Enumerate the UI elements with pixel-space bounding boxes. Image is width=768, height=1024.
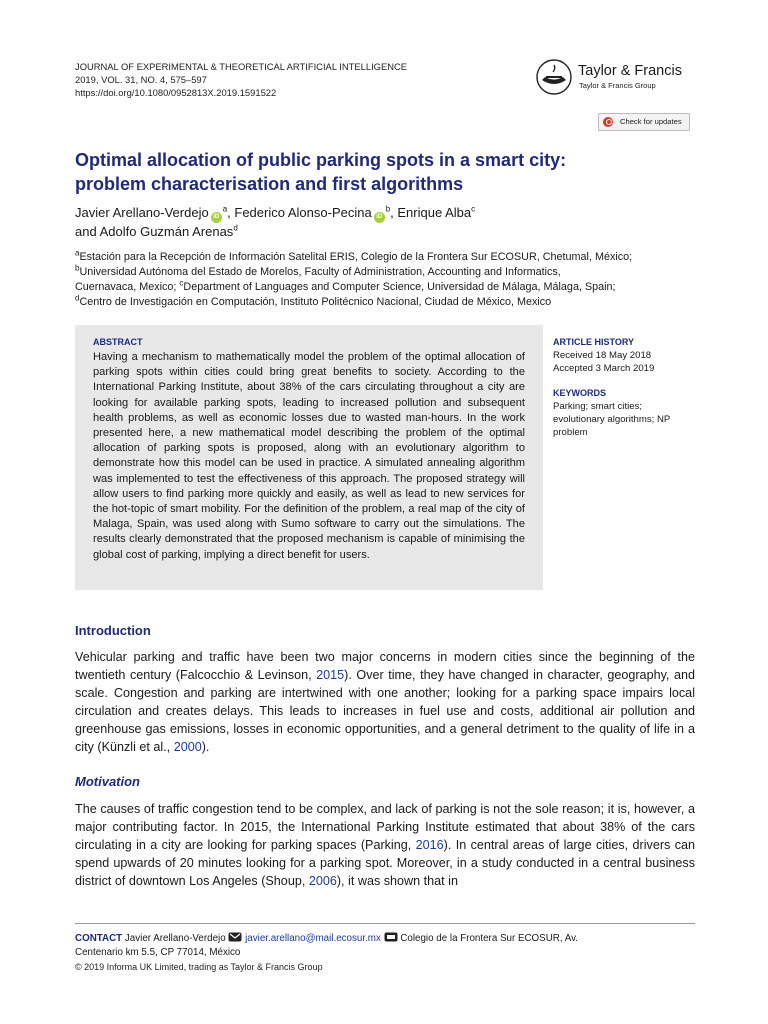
citation-link[interactable]: 2015	[316, 668, 345, 683]
paragraph-text: ). Over time, they have changed in character, geography, and scale. Congestion and parking are intertwined with one another; looking for a parking space impairs local circulation and creates delays. This leads to increases in fuel use and costs, additional air pollution and greenhouse gas emissions, losses in economic opportunities, and a general detriment to the quality of life in a city (Künzli et al.,	[75, 668, 695, 755]
article-history-heading: ARTICLE HISTORY	[553, 337, 635, 347]
citation-link[interactable]: 2006	[308, 874, 337, 889]
accepted-date: Accepted 3 March 2019	[553, 362, 655, 374]
orcid-icon[interactable]: iD	[211, 212, 222, 223]
contact-address-line-2: Centenario km 5.5, CP 77014, México	[75, 947, 241, 958]
affiliation-mark: b	[75, 263, 80, 273]
keywords-heading: KEYWORDS	[553, 388, 607, 398]
abstract-text: Having a mechanism to mathematically model the problem of the optimal allocation of parking spots within cities could bring great benefits to society. According to the International Parking Institute, about 38% of the cars circulating throughout a city are looking for available parking spots, leading to increased pollution and subsequent health problems, as well as economic losses due to wasted man-hours. In the work presented here, a new mathematical model describing the problem of the optimal allocation of parking spots is proposed, along with an evolutionary algorithm to demonstrate how this model can be used in practice. A simulated annealing algorithm was implemented to test the effectiveness of this approach. The proposed strategy will allow users to find parking more quickly and easily, as well as lead to new services for the hot-topic of smart mobility. For the definition of the problem, a real map of the city of Malaga, Spain, was used along with Sumo software to carry out the simulations. The results clearly demonstrated that the proposed mechanism is capable of minimising the global cost of parking, implying a direct benefit for users.	[93, 351, 525, 561]
abstract-heading: ABSTRACT	[93, 337, 143, 347]
author-affiliation-mark: c	[471, 204, 476, 214]
author-name[interactable]: Javier Arellano-Verdejo	[75, 205, 209, 220]
author-affiliation-mark: a	[222, 204, 228, 214]
citation-link[interactable]: 2000	[173, 740, 202, 755]
author-affiliation-mark: b	[385, 204, 391, 214]
author-name[interactable]: Federico Alonso-Pecina	[234, 205, 372, 220]
orcid-icon[interactable]: iD	[374, 212, 385, 223]
contact-email-link[interactable]: javier.arellano@mail.ecosur.mx	[245, 933, 381, 944]
taylor-francis-lamp-icon	[533, 58, 575, 96]
paragraph-text: The causes of traffic congestion tend to be complex, and lack of parking is not the sole reason; it is, however, a major contributing factor. In 2015, the International Parking Institute estimated that about 38% of the cars circulating in a city are looking for parking spaces (Parking,	[75, 802, 695, 853]
introduction-paragraph	[75, 648, 695, 757]
journal-doi[interactable]: https://doi.org/10.1080/0952813X.2019.1591522	[75, 87, 277, 98]
title-line-1: Optimal allocation of public parking spots in a smart city:	[75, 150, 567, 170]
affiliation-b	[75, 265, 695, 280]
contact-name: Javier Arellano-Verdejo	[124, 933, 226, 944]
affiliation-text: Estación para la Recepción de Información Satelital ERIS, Colegio de la Frontera Sur ECOSUR, Chetumal, México;	[79, 251, 633, 263]
affiliations	[75, 250, 695, 310]
keywords-line: evolutionary algorithms; NP	[553, 413, 671, 425]
journal-name: JOURNAL OF EXPERIMENTAL & THEORETICAL ARTIFICIAL INTELLIGENCE	[75, 61, 408, 72]
affiliation-c	[75, 280, 695, 295]
paragraph-text: ). In central areas of large cities, drivers can spend upwards of 20 minutes looking for a parking spot. Moreover, in a study conducted in a central business district of downtown Los Angeles (Shoup,	[75, 838, 695, 889]
author-list: Javier Arellano-Verdejo $iD^a$, Federico Alonso-Pecina $iD^b$, Enrique Alba$^c$ and Adolfo Guzmán Arenas$^d$	[75, 204, 476, 239]
address-icon	[384, 932, 398, 942]
paragraph-text: Vehicular parking and traffic have been two major concerns in modern cities since the beginning of the twentieth century (Falcocchio & Levinson,	[75, 650, 695, 683]
received-date: Received 18 May 2018	[553, 350, 652, 361]
contact-block	[75, 932, 695, 960]
keywords-line: problem	[553, 426, 588, 438]
footer-divider	[75, 923, 695, 924]
author-name[interactable]: Adolfo Guzmán Arenas	[99, 224, 234, 239]
motivation-paragraph	[75, 800, 695, 890]
paragraph-text: ), it was shown that in	[336, 874, 458, 889]
keywords-list	[553, 401, 670, 439]
article-history	[553, 350, 654, 376]
paper-title	[75, 148, 695, 196]
affiliation-mark: a	[75, 248, 80, 258]
check-for-updates-button[interactable]	[598, 113, 690, 131]
section-heading-motivation: Motivation	[75, 774, 140, 789]
paragraph-text: ).	[201, 740, 210, 755]
journal-header	[75, 60, 407, 99]
affiliation-a	[75, 250, 695, 265]
email-icon	[228, 932, 242, 942]
update-badge-icon	[603, 117, 613, 127]
author-affiliation-mark: d	[233, 223, 238, 233]
affiliation-text: Universidad Autónoma del Estado de Morelos, Faculty of Administration, Accounting and Informatics,	[79, 266, 561, 278]
authors-and: and	[75, 224, 97, 239]
journal-volume: 2019, VOL. 31, NO. 4, 575–597	[75, 74, 207, 85]
author-name[interactable]: Enrique Alba	[397, 205, 472, 220]
citation-link[interactable]: 2016	[415, 838, 444, 853]
affiliation-text: Centro de Investigación en Computación, Instituto Politécnico Nacional, Ciudad de México, Mexico	[79, 296, 552, 308]
keywords-line: Parking; smart cities;	[553, 401, 643, 412]
contact-address: Colegio de la Frontera Sur ECOSUR, Av.	[400, 933, 579, 944]
publisher-name: Taylor & Francis	[578, 63, 682, 79]
title-line-2: problem characterisation and first algorithms	[75, 174, 464, 194]
publisher-group: Taylor & Francis Group	[579, 81, 656, 90]
affiliation-mark: d	[75, 293, 80, 303]
copyright-notice: © 2019 Informa UK Limited, trading as Taylor & Francis Group	[75, 962, 323, 972]
affiliation-mark: c	[179, 278, 184, 288]
affiliation-d	[75, 295, 695, 310]
check-updates-label: Check for updates	[620, 117, 682, 126]
affiliation-text: Department of Languages and Computer Science, Universidad de Málaga, Málaga, Spain;	[183, 281, 616, 293]
section-heading-introduction: Introduction	[75, 623, 151, 638]
contact-label: CONTACT	[75, 933, 123, 944]
affiliation-text: Cuernavaca, Mexico;	[75, 281, 180, 293]
